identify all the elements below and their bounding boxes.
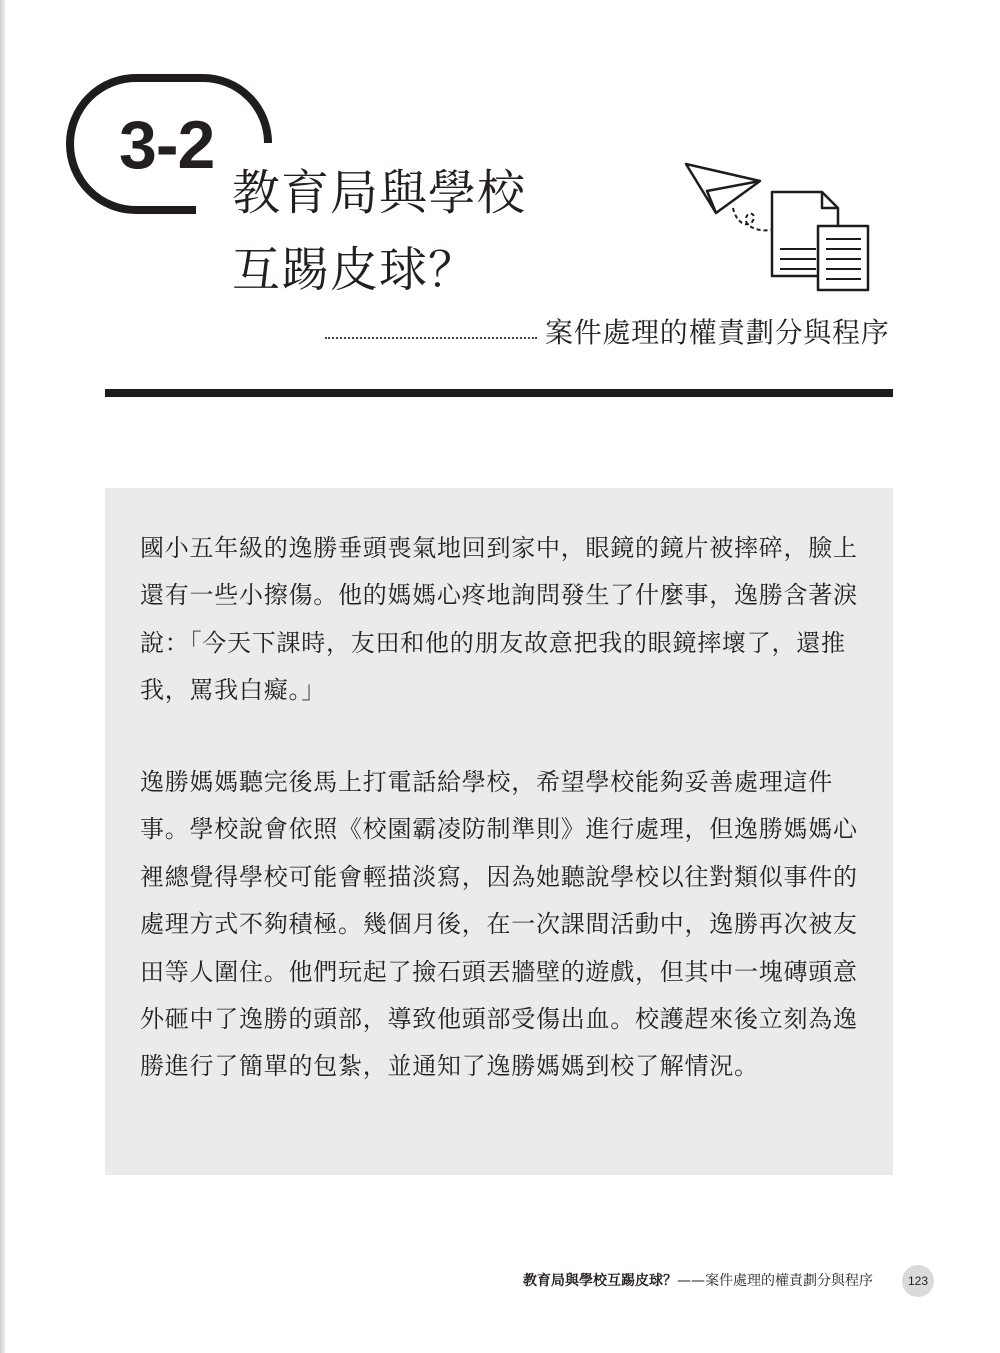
section-title-line-1: 教育局與學校 [232, 165, 527, 221]
paper-plane-icon [686, 164, 760, 213]
text-line: 事。學校說會依照《校園霸凌防制準則》進行處理，但逸勝媽媽心 [140, 815, 858, 844]
text-line: 處理方式不夠積極。幾個月後，在一次課間活動中，逸勝再次被友 [140, 910, 858, 939]
subtitle-dotted-leader [325, 337, 537, 339]
section-title-line-2: 互踢皮球？ [232, 242, 478, 298]
header-rule [105, 389, 893, 397]
text-line: 田等人圍住。他們玩起了撿石頭丟牆壁的遊戲，但其中一塊磚頭意 [140, 957, 858, 986]
footer-title: 教育局與學校互踢皮球？ [523, 1273, 677, 1289]
text-line: 國小五年級的逸勝垂頭喪氣地回到家中，眼鏡的鏡片被摔碎，臉上 [140, 534, 858, 562]
case-paragraph-1 [140, 525, 880, 715]
text-line: 裡總覺得學校可能會輕描淡寫，因為她聽說學校以往對類似事件的 [140, 862, 858, 891]
page-number: 123 [902, 1265, 934, 1297]
document-front-icon [818, 226, 868, 290]
text-line: 還有一些小擦傷。他的媽媽心疼地詢問發生了什麼事，逸勝含著淚 [140, 581, 858, 610]
running-footer [523, 1271, 873, 1291]
text-line: 逸勝媽媽聽完後馬上打電話給學校，希望學校能夠妥善處理這件 [140, 768, 833, 796]
case-paragraph-2 [140, 759, 880, 1091]
section-number: 3-2 [119, 107, 215, 183]
text-line: 外砸中了逸勝的頭部，導致他頭部受傷出血。校護趕來後立刻為逸 [140, 1004, 858, 1033]
section-subtitle: 案件處理的權責劃分與程序 [545, 316, 890, 349]
text-line: 勝進行了簡單的包紮，並通知了逸勝媽媽到校了解情況。 [140, 1052, 759, 1081]
text-line: 我，罵我白癡。」 [140, 676, 326, 705]
text-line: 說：「今天下課時，友田和他的朋友故意把我的眼鏡摔壞了，還推 [140, 628, 846, 657]
footer-subtitle: ——案件處理的權責劃分與程序 [677, 1273, 873, 1289]
